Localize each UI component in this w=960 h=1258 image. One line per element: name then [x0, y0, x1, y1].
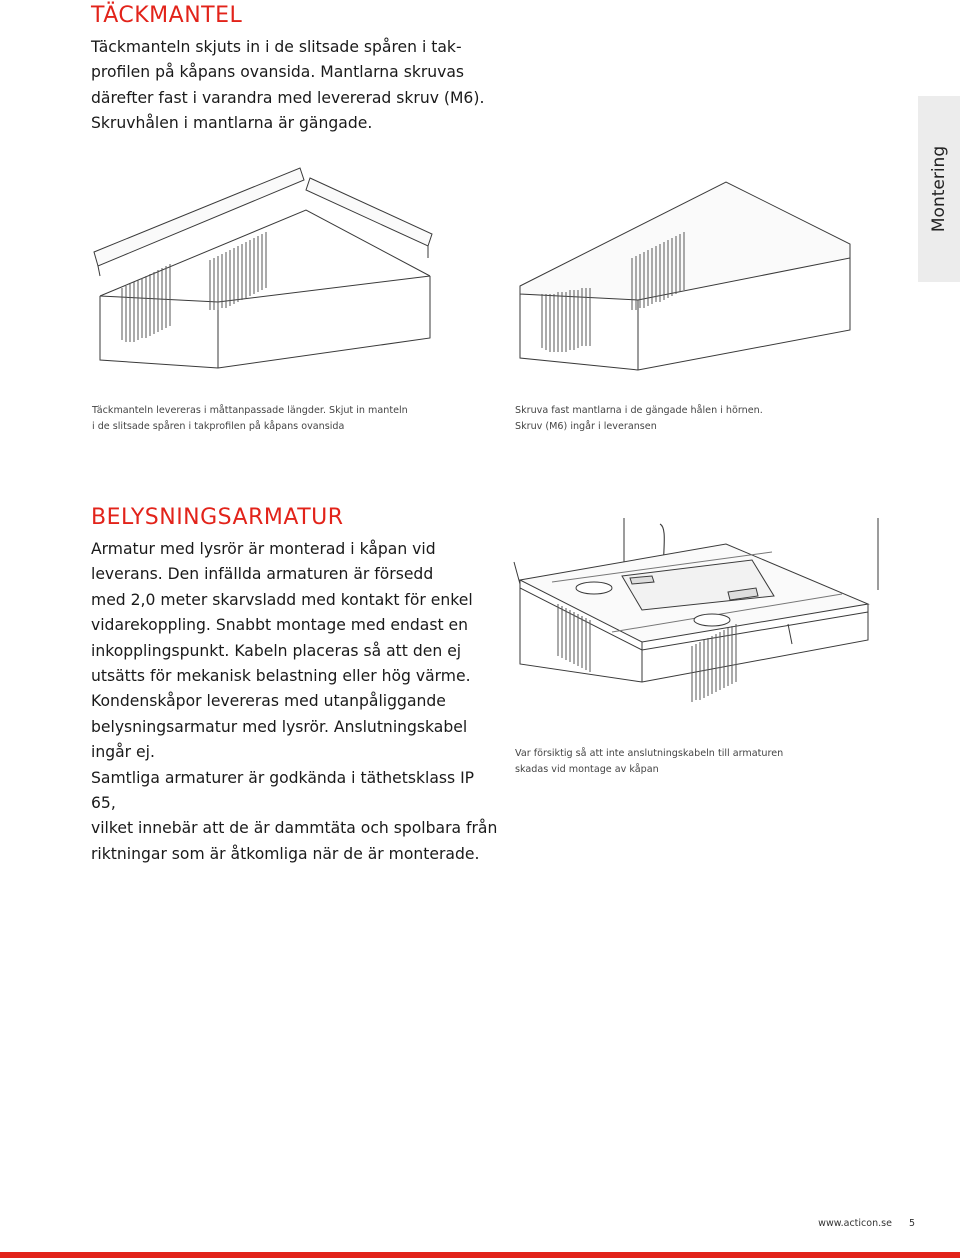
text-line: Samtliga armaturer är godkända i täthetsklass IP 65,: [91, 768, 475, 813]
text-line: leverans. Den infällda armaturen är försedd: [91, 565, 434, 584]
text-line: vilket innebär att de är dammtäta och spolbara från: [91, 819, 498, 838]
text-line: inkopplingspunkt. Kabeln placeras så att den ej: [91, 641, 462, 660]
caption-mantle-insert: [92, 403, 472, 434]
text-line: Skruvhålen i mantlarna är gängade.: [91, 114, 373, 133]
belysningsarmatur-text: [91, 537, 501, 867]
side-tab: [918, 96, 960, 282]
footer-website: www.acticon.se: [818, 1218, 892, 1229]
text-line: Kondenskåpor levereras med utanpåliggande: [91, 692, 446, 711]
caption-line: Skruva fast mantlarna i de gängade hålen i hörnen.: [515, 405, 763, 416]
text-line: vidarekoppling. Snabbt montage med endast en: [91, 616, 469, 635]
text-line: ingår ej.: [91, 743, 155, 762]
caption-line: Skruv (M6) ingår i leveransen: [515, 420, 657, 432]
bottom-accent-bar: [0, 1252, 960, 1258]
caption-assembled: [515, 403, 895, 434]
text-line: riktningar som är åtkomliga när de är monterade.: [91, 844, 480, 863]
section-title-belysningsarmatur: BELYSNINGSARMATUR: [91, 505, 344, 530]
text-line: utsätts för mekanisk belastning eller hög värme.: [91, 667, 471, 686]
page-footer: [818, 1218, 915, 1229]
vent-grille-icon: [122, 232, 266, 342]
text-line: med 2,0 meter skarvsladd med kontakt för enkel: [91, 590, 473, 609]
text-line: belysningsarmatur med lysrör. Anslutningskabel: [91, 717, 468, 736]
caption-line: Täckmanteln levereras i måttanpassade längder. Skjut in manteln: [92, 405, 408, 416]
text-line: Armatur med lysrör är monterad i kåpan vid: [91, 540, 436, 558]
caption-line: skadas vid montage av kåpan: [515, 763, 659, 775]
tackmantel-text: [91, 35, 491, 137]
text-line: därefter fast i varandra med levererad skruv (M6).: [91, 88, 485, 107]
caption-line: i de slitsade spåren i takprofilen på kåpans ovansida: [92, 420, 345, 432]
text-line: Täckmanteln skjuts in i de slitsade spåren i tak-: [91, 38, 462, 56]
hood-illustration-mantle-insert: [92, 168, 442, 368]
hood-illustration-lighting: [512, 514, 882, 736]
page-number: 5: [908, 1218, 915, 1229]
caption-lighting: [515, 746, 895, 777]
hood-illustration-assembled: [512, 182, 862, 372]
text-line: profilen på kåpans ovansida. Mantlarna skruvas: [91, 63, 465, 82]
side-tab-label: Montering: [929, 145, 949, 233]
caption-line: Var försiktig så att inte anslutningskabeln till armaturen: [515, 748, 784, 759]
section-title-tackmantel: TÄCKMANTEL: [91, 3, 243, 28]
